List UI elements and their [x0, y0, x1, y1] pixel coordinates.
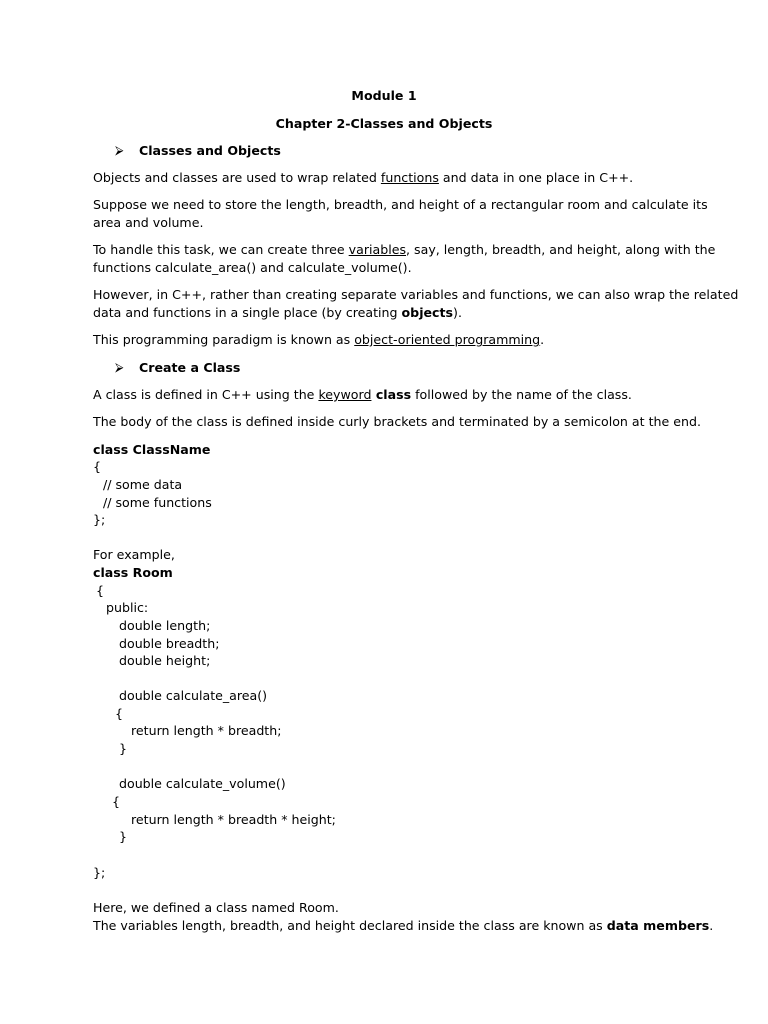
variables-link[interactable]: variables — [348, 242, 407, 257]
paragraph-1 — [93, 169, 633, 186]
p6-text-b: followed by the name of the class. — [411, 387, 632, 402]
example-member-length: double length; — [119, 618, 211, 633]
syntax-close-brace: }; — [93, 512, 106, 527]
example-member-breadth: double breadth; — [119, 636, 220, 651]
example-public: public: — [106, 600, 149, 615]
keyword-link[interactable]: keyword — [318, 387, 372, 402]
paragraph-7: The body of the class is defined inside curly brackets and terminated by a semicolon at the end. — [93, 414, 701, 429]
paragraph-3-line-1 — [93, 241, 715, 258]
p6-text-a: A class is defined in C++ using the — [93, 387, 319, 402]
section-heading-create-class: Create a Class — [139, 360, 241, 375]
syntax-comment-functions: // some functions — [103, 495, 212, 510]
example-open-brace: { — [96, 583, 105, 598]
example-volume-open: { — [112, 794, 121, 809]
p5-text-a: This programming paradigm is known as — [93, 332, 355, 347]
paragraph-5 — [93, 331, 544, 348]
p1-text-b: and data in one place in C++. — [438, 170, 634, 185]
functions-link[interactable]: functions — [380, 170, 439, 185]
data-members-bold: data members — [606, 918, 710, 933]
paragraph-4-line-2 — [93, 304, 462, 321]
syntax-open-brace: { — [93, 459, 102, 474]
module-title: Module 1 — [351, 88, 417, 103]
example-volume-return: return length * breadth * height; — [131, 812, 336, 827]
syntax-comment-data: // some data — [103, 477, 183, 492]
example-close: }; — [93, 865, 106, 880]
arrow-bullet-icon: ⮚ — [115, 143, 124, 157]
p5-text-b: . — [540, 332, 545, 347]
syntax-class-line: class ClassName — [93, 442, 211, 457]
closing-text-a: The variables length, breadth, and height declared inside the class are known as — [93, 918, 607, 933]
section-heading-classes-objects: Classes and Objects — [139, 143, 281, 158]
example-member-height: double height; — [119, 653, 211, 668]
p1-text-a: Objects and classes are used to wrap related — [93, 170, 381, 185]
example-volume-close: } — [119, 829, 128, 844]
example-area-return: return length * breadth; — [131, 723, 282, 738]
oop-link[interactable]: object-oriented programming — [354, 332, 541, 347]
arrow-bullet-icon: ⮚ — [115, 360, 124, 374]
example-class-line: class Room — [93, 565, 173, 580]
example-volume-fn: double calculate_volume() — [119, 776, 286, 791]
chapter-title: Chapter 2-Classes and Objects — [275, 116, 493, 131]
paragraph-3-line-2: functions calculate_area() and calculate_volume(). — [93, 260, 412, 275]
closing-line-1: Here, we defined a class named Room. — [93, 900, 339, 915]
example-area-open: { — [115, 706, 124, 721]
class-keyword-bold: class — [371, 387, 412, 402]
p4-text-b: ). — [453, 305, 462, 320]
objects-bold: objects — [401, 305, 454, 320]
p3-text-b: , say, length, breadth, and height, along with the — [406, 242, 716, 257]
paragraph-6 — [93, 386, 632, 403]
paragraph-4-line-1: However, in C++, rather than creating separate variables and functions, we can also wrap the related — [93, 287, 739, 302]
example-intro: For example, — [93, 547, 175, 562]
example-area-close: } — [119, 741, 128, 756]
example-area-fn: double calculate_area() — [119, 688, 268, 703]
paragraph-2-line-2: area and volume. — [93, 215, 204, 230]
closing-line-2 — [93, 917, 713, 934]
closing-text-b: . — [709, 918, 714, 933]
p3-text-a: To handle this task, we can create three — [93, 242, 349, 257]
p4-text-a: data and functions in a single place (by creating — [93, 305, 402, 320]
paragraph-2-line-1: Suppose we need to store the length, breadth, and height of a rectangular room and calculate its — [93, 197, 708, 212]
